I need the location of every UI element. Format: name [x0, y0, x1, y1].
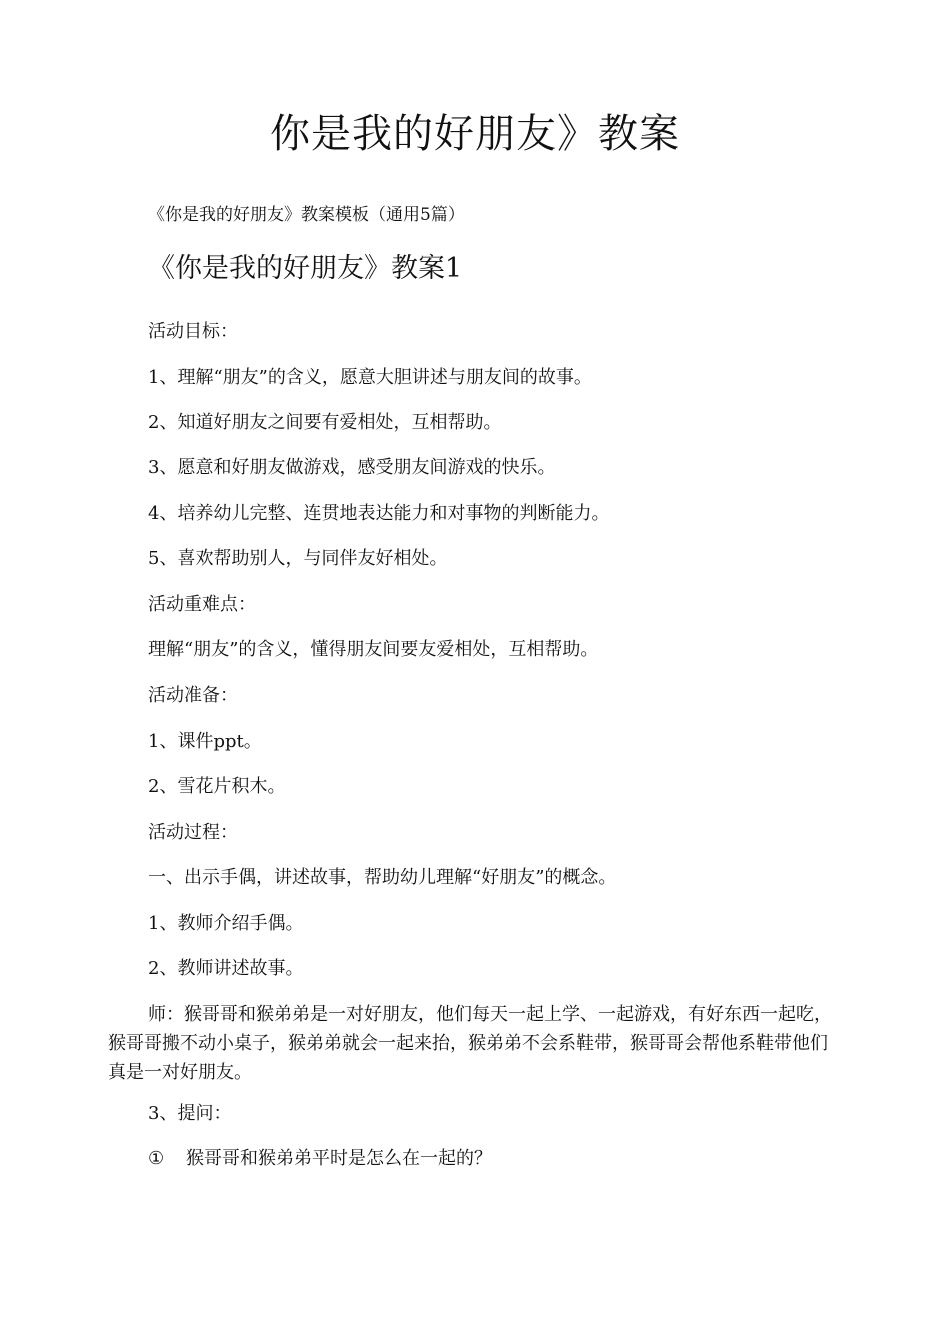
goal-item-5: 5、喜欢帮助别人，与同伴友好相处。: [148, 548, 448, 569]
process-substep-1: 1、教师介绍手偶。: [148, 913, 304, 934]
story-paragraph: 师：猴哥哥和猴弟弟是一对好朋友，他们每天一起上学、一起游戏，有好东西一起吃，猴哥哥搬不动小桌子，猴弟弟就会一起来抬，猴弟弟不会系鞋带，猴哥哥会帮他系鞋带他们真是一对好朋友。: [108, 1004, 832, 1083]
process-substep-2: 2、教师讲述故事。: [148, 958, 304, 979]
section-heading: 《你是我的好朋友》教案1: [148, 253, 463, 284]
activity-goals-label: 活动目标：: [148, 321, 238, 342]
question-number: ①: [148, 1148, 165, 1169]
goal-item-4: 4、培养幼儿完整、连贯地表达能力和对事物的判断能力。: [148, 503, 610, 524]
preparation-item-1: 1、课件ppt。: [148, 731, 262, 752]
key-points-text: 理解“朋友”的含义，懂得朋友间要友爱相处，互相帮助。: [148, 639, 599, 660]
preparation-label: 活动准备：: [148, 685, 238, 706]
process-step-1: 一、出示手偶，讲述故事，帮助幼儿理解“好朋友”的概念。: [148, 867, 617, 888]
goal-item-2: 2、知道好朋友之间要有爱相处，互相帮助。: [148, 412, 502, 433]
question-item-1: [148, 1145, 492, 1173]
question-text: 猴哥哥和猴弟弟平时是怎么在一起的？: [186, 1148, 492, 1169]
goal-item-3: 3、愿意和好朋友做游戏，感受朋友间游戏的快乐。: [148, 457, 556, 478]
document-subtitle: 《你是我的好朋友》教案模板（通用5篇）: [148, 205, 465, 225]
preparation-item-2: 2、雪花片积木。: [148, 776, 286, 797]
document-title: 你是我的好朋友》教案: [270, 111, 680, 157]
goal-item-1: 1、理解“朋友”的含义，愿意大胆讲述与朋友间的故事。: [148, 367, 592, 388]
process-label: 活动过程：: [148, 822, 238, 843]
question-label: 3、提问：: [148, 1103, 232, 1124]
key-points-label: 活动重难点：: [148, 594, 256, 615]
